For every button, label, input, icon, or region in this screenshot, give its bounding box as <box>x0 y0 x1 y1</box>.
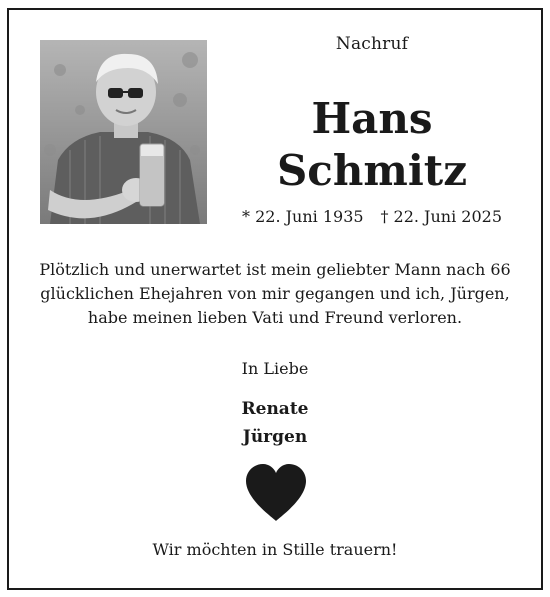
heart-icon <box>244 463 308 523</box>
signer-name: Renate <box>241 399 309 419</box>
signer-name: Jürgen <box>242 427 308 447</box>
signature-intro: In Liebe <box>241 359 309 378</box>
portrait-photo-image <box>40 40 207 224</box>
closing-line: Wir möchten in Stille trauern! <box>152 540 398 559</box>
deceased-first-name: Hans <box>311 94 433 143</box>
message-line: habe meinen lieben Vati und Freund verloren. <box>87 308 463 327</box>
death-date: † 22. Juni 2025 <box>380 207 502 226</box>
obituary-message <box>20 258 530 330</box>
portrait-photo <box>40 40 207 224</box>
message-line: Plötzlich und unerwartet ist mein geliebter Mann nach 66 <box>39 260 511 279</box>
deceased-last-name: Schmitz <box>276 146 468 195</box>
obituary-label: Nachruf <box>335 34 409 54</box>
birth-date: * 22. Juni 1935 <box>242 207 364 226</box>
message-line: glücklichen Ehejahren von mir gegangen und ich, Jürgen, <box>40 284 510 303</box>
life-dates <box>236 207 508 226</box>
